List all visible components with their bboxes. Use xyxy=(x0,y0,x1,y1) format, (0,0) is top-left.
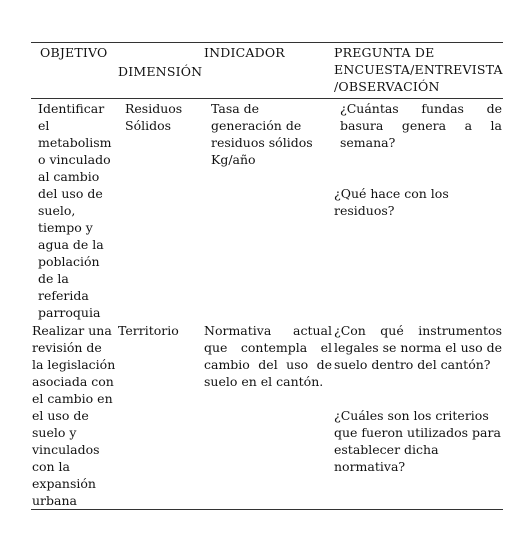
question-item: ¿Qué hace con los residuos? xyxy=(334,186,449,218)
cell-objetivo: Realizar una revisión de la legislación asociada con el cambio en el uso de suelo y vinculados con la expansión urbana xyxy=(32,323,116,508)
header-pregunta: PREGUNTA DE ENCUESTA/ENTREVISTA /OBSERVACIÓN xyxy=(334,45,503,94)
cell-indicador: Normativa actual que contempla el cambio del uso de suelo en el cantón. xyxy=(204,323,332,389)
header-indicador: INDICADOR xyxy=(204,45,285,60)
question-spacer xyxy=(334,373,502,407)
header-objetivo xyxy=(31,43,117,99)
cell-preguntas xyxy=(333,321,503,510)
cell-preguntas xyxy=(333,99,503,322)
question-item: ¿Cuántas fundas de basura genera a la semana? xyxy=(340,101,502,150)
cell-dimension: Territorio xyxy=(118,323,179,338)
header-row xyxy=(31,43,503,99)
header-objetivo-label: OBJETIVO xyxy=(40,45,108,60)
research-matrix-table xyxy=(31,42,503,510)
table-row xyxy=(31,321,503,510)
question-item: ¿Cuáles son los criterios que fueron utilizados para establecer dicha normativa? xyxy=(334,408,501,474)
cell-dimension: Residuos Sólidos xyxy=(125,101,183,133)
cell-objetivo: Identificar el metabolismo vinculado al cambio del uso de suelo, tiempo y agua de la población de la referida parroquia xyxy=(38,101,112,320)
table-row xyxy=(31,99,503,322)
cell-indicador: Tasa de generación de residuos sólidos Kg/año xyxy=(211,101,313,167)
question-spacer xyxy=(334,151,502,185)
question-item: ¿Con qué instrumentos legales se norma el uso de suelo dentro del cantón? xyxy=(334,323,502,372)
header-dimension: DIMENSIÓN xyxy=(118,64,203,79)
table-header xyxy=(31,43,503,99)
